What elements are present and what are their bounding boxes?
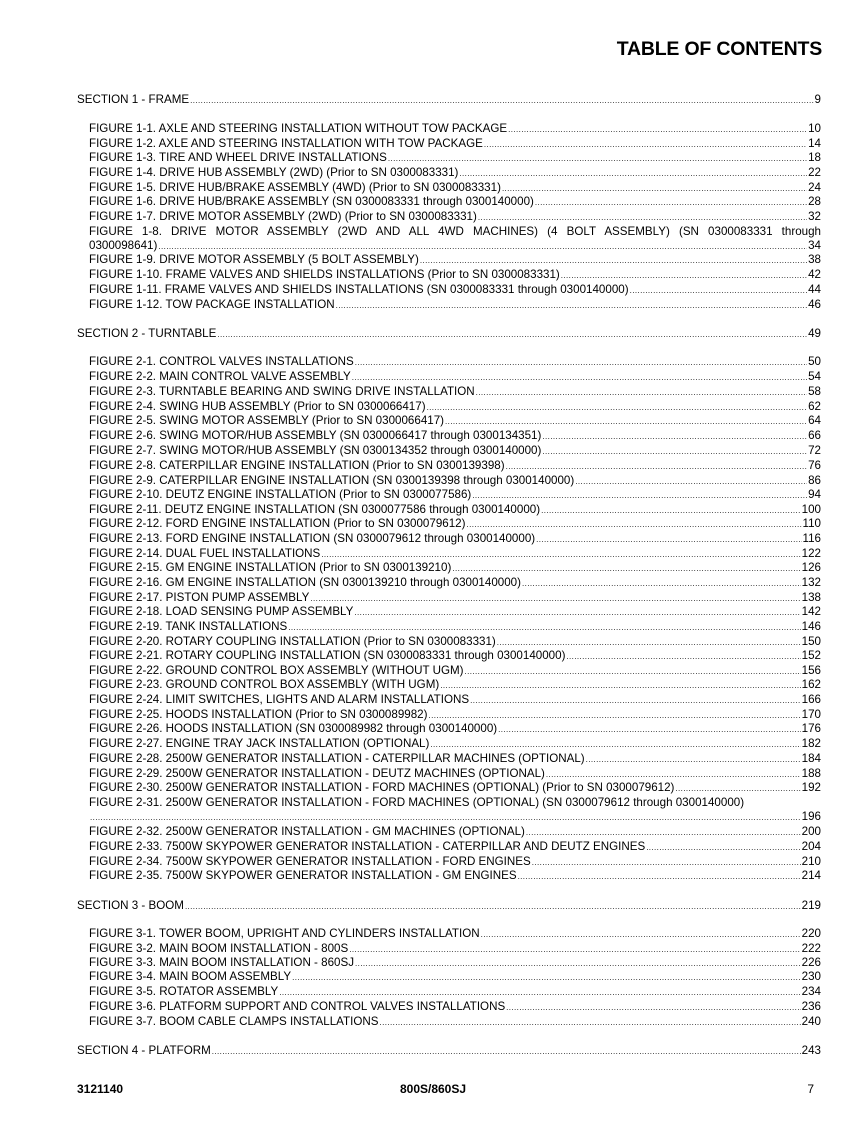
leader-dots [349,942,800,957]
leader-dots [428,708,800,723]
leader-dots [535,195,807,210]
toc-page-number: 110 [802,517,821,530]
toc-entry-label: FIGURE 2-31. 2500W GENERATOR INSTALLATION - FORD MACHINES (OPTIONAL) (SN 0300079612 through 0300140000) [89,796,745,809]
leader-dots [420,253,807,268]
toc-entry-label: FIGURE 2-15. GM ENGINE INSTALLATION (Prior to SN 0300139210) [89,561,452,574]
toc-entry-label: FIGURE 2-25. HOODS INSTALLATION (Prior to SN 0300089982) [89,708,428,721]
toc-page-number: 10 [808,122,821,135]
leader-dots [288,620,800,635]
toc-entry-label: FIGURE 2-3. TURNTABLE BEARING AND SWING DRIVE INSTALLATION [89,385,475,398]
toc-entry-label: FIGURE 2-32. 2500W GENERATOR INSTALLATION - GM MACHINES (OPTIONAL) [89,825,525,838]
toc-entry-label: SECTION 2 - TURNTABLE [77,327,217,340]
toc-page-number: 214 [801,869,821,882]
toc-entry-label: FIGURE 2-13. FORD ENGINE INSTALLATION (SN 0300079612 through 0300140000) [89,532,536,545]
toc-entry[interactable] [89,459,821,473]
toc-page-number: 76 [808,459,821,472]
toc-entry-label: FIGURE 2-4. SWING HUB ASSEMBLY (Prior to SN 0300066417) [89,400,426,413]
toc-entry[interactable] [89,181,821,195]
footer-model: 800S/860SJ [399,1082,467,1096]
leader-dots [464,664,800,679]
leader-dots [352,370,807,385]
leader-dots [467,517,802,532]
toc-entry-label: FIGURE 1-2. AXLE AND STEERING INSTALLATION WITH TOW PACKAGE [89,137,483,150]
toc-entry-label: FIGURE 2-29. 2500W GENERATOR INSTALLATION - DEUTZ MACHINES (OPTIONAL) [89,767,545,780]
toc-page-number: 230 [801,970,821,983]
leader-dots [354,605,800,620]
toc-entry[interactable] [89,137,821,151]
toc-entry[interactable] [89,283,821,297]
toc-page-number: 66 [808,429,821,442]
toc-entry[interactable] [89,956,821,970]
toc-entry[interactable] [89,298,821,312]
leader-dots [90,810,801,825]
toc-entry[interactable] [89,752,821,766]
toc-page-number: 126 [801,561,821,574]
toc-page-number: 24 [808,181,821,194]
toc-entry[interactable] [89,355,821,369]
toc-entry[interactable] [89,869,821,883]
toc-entry[interactable] [89,985,821,999]
toc-entry-label: FIGURE 2-10. DEUTZ ENGINE INSTALLATION (Prior to SN 0300077586) [89,488,472,501]
toc-section-entry[interactable] [77,1044,821,1058]
leader-dots [526,825,801,840]
leader-dots [440,678,800,693]
toc-entry[interactable] [89,561,821,575]
toc-page-number: 156 [801,664,821,677]
leader-dots [646,840,800,855]
toc-page-number: 94 [808,488,821,501]
toc-page-number: 152 [801,649,821,662]
leader-dots [217,327,807,342]
leader-dots [185,899,801,914]
toc-entry-label: FIGURE 2-28. 2500W GENERATOR INSTALLATION - CATERPILLAR MACHINES (OPTIONAL) [89,752,585,765]
toc-page-number: 42 [808,268,821,281]
toc-page-number: 122 [801,547,821,560]
toc-section-entry[interactable] [77,93,821,107]
toc-entry-label: FIGURE 2-12. FORD ENGINE INSTALLATION (Prior to SN 0300079612) [89,517,466,530]
leader-dots [355,956,801,971]
toc-entry-label: FIGURE 1-9. DRIVE MOTOR ASSEMBLY (5 BOLT ASSEMBLY) [89,253,419,266]
toc-entry[interactable] [89,678,821,692]
toc-entry[interactable] [89,122,821,136]
toc-entry[interactable] [89,855,821,869]
toc-entry[interactable] [89,605,821,619]
leader-dots [459,166,807,181]
leader-dots [452,561,800,576]
toc-entry-label: FIGURE 1-12. TOW PACKAGE INSTALLATION [89,298,335,311]
leader-dots [566,649,800,664]
toc-entry-label: SECTION 3 - BOOM [77,899,184,912]
toc-page-number: 236 [801,1000,821,1013]
toc-entry-label: FIGURE 2-17. PISTON PUMP ASSEMBLY [89,591,310,604]
toc-page-number: 49 [808,327,821,340]
toc-page-number: 142 [801,605,821,618]
toc-page-number: 28 [808,195,821,208]
toc-page-number: 170 [801,708,821,721]
toc-entry[interactable] [89,635,821,649]
toc-page-number: 86 [808,474,821,487]
toc-entry[interactable] [89,825,821,839]
leader-dots [190,93,813,108]
toc-entry-label: FIGURE 2-9. CATERPILLAR ENGINE INSTALLATION (SN 0300139398 through 0300140000) [89,474,575,487]
toc-entry[interactable] [89,532,821,546]
toc-page-number: 64 [808,414,821,427]
toc-entry-label: FIGURE 2-23. GROUND CONTROL BOX ASSEMBLY (WITH UGM) [89,678,440,691]
toc-page-number: 196 [801,810,821,823]
toc-page-number: 44 [808,283,821,296]
leader-dots [336,298,807,313]
leader-dots [427,400,808,415]
toc-entry[interactable] [89,576,821,590]
toc-page-number: 22 [808,166,821,179]
footer-doc-number: 3121140 [77,1082,124,1096]
toc-entry[interactable] [89,517,821,531]
toc-page-number: 219 [801,899,821,912]
toc-entry-label: FIGURE 1-11. FRAME VALVES AND SHIELDS INSTALLATIONS (SN 0300083331 through 0300140000) [89,283,629,296]
toc-page-number: 72 [808,444,821,457]
toc-entry[interactable] [89,591,821,605]
toc-page-number: 204 [801,840,821,853]
toc-page-number: 210 [801,855,821,868]
toc-entry[interactable] [89,370,821,384]
toc-entry-label: FIGURE 2-34. 7500W SKYPOWER GENERATOR INSTALLATION - FORD ENGINES [89,855,531,868]
leader-dots [445,414,807,429]
toc-entry-label: FIGURE 2-11. DEUTZ ENGINE INSTALLATION (SN 0300077586 through 0300140000) [89,503,541,516]
toc-entry-label: 0300098641) [89,239,158,252]
toc-entry-label: FIGURE 3-6. PLATFORM SUPPORT AND CONTROL VALVES INSTALLATIONS [89,1000,506,1013]
toc-page-number: 240 [801,1015,821,1028]
toc-entry-label: FIGURE 1-4. DRIVE HUB ASSEMBLY (2WD) (Prior to SN 0300083331) [89,166,459,179]
toc-entry-label: FIGURE 2-5. SWING MOTOR ASSEMBLY (Prior to SN 0300066417) [89,414,445,427]
toc-page-number: 234 [801,985,821,998]
toc-entry[interactable] [89,503,821,517]
toc-entry-label: FIGURE 2-16. GM ENGINE INSTALLATION (SN 0300139210 through 0300140000) [89,576,521,589]
leader-dots [532,855,801,870]
toc-entry[interactable] [89,767,821,781]
toc-page-number: 116 [802,532,821,545]
leader-dots [388,151,807,166]
leader-dots [506,459,808,474]
toc-entry-label: FIGURE 3-1. TOWER BOOM, UPRIGHT AND CYLINDERS INSTALLATION [89,927,480,940]
toc-page-number: 220 [801,927,821,940]
toc-entry-label: FIGURE 2-14. DUAL FUEL INSTALLATIONS [89,547,321,560]
toc-page-number: 38 [808,253,821,266]
toc-page-number: 100 [801,503,821,516]
toc-entry-label: FIGURE 3-2. MAIN BOOM INSTALLATION - 800S [89,942,349,955]
leader-dots [506,1000,800,1015]
toc-entry[interactable] [89,722,821,736]
toc-entry-line1: FIGURE 1-8. DRIVE MOTOR ASSEMBLY (2WD AND ALL 4WD MACHINES) (4 BOLT ASSEMBLY) (SN 0300083331 through [89,225,821,238]
toc-entry[interactable] [89,664,821,678]
toc-entry-label: FIGURE 3-5. ROTATOR ASSEMBLY [89,985,279,998]
toc-page-number: 9 [814,93,821,106]
toc-entry[interactable] [89,444,821,458]
toc-entry[interactable] [89,737,821,751]
toc-entry[interactable] [89,195,821,209]
leader-dots [478,210,807,225]
leader-dots [502,181,807,196]
toc-entry-label: FIGURE 1-6. DRIVE HUB/BRAKE ASSEMBLY (SN 0300083331 through 0300140000) [89,195,534,208]
toc-entry[interactable] [89,151,821,165]
toc-page-number: 166 [801,693,821,706]
toc-entry-label: FIGURE 2-19. TANK INSTALLATIONS [89,620,288,633]
toc-page-number: 138 [801,591,821,604]
toc-entry-label: FIGURE 1-3. TIRE AND WHEEL DRIVE INSTALLATIONS [89,151,387,164]
toc-page-number: 243 [801,1044,821,1057]
toc-section-entry[interactable] [77,327,821,341]
toc-entry[interactable] [89,385,821,399]
leader-dots [321,547,800,562]
toc-page-number: 162 [801,678,821,691]
toc-page-number: 188 [801,767,821,780]
toc-page-number: 14 [808,137,821,150]
toc-page-number: 222 [801,942,821,955]
toc-page-number: 150 [801,635,821,648]
toc-entry-label: FIGURE 2-2. MAIN CONTROL VALVE ASSEMBLY [89,370,351,383]
toc-entry-label: FIGURE 2-33. 7500W SKYPOWER GENERATOR INSTALLATION - CATERPILLAR AND DEUTZ ENGINES [89,840,646,853]
leader-dots [472,488,807,503]
leader-dots [542,429,807,444]
toc-entry-label: SECTION 4 - PLATFORM [77,1044,211,1057]
toc-page-number: 184 [801,752,821,765]
toc-entry-label: FIGURE 2-26. HOODS INSTALLATION (SN 0300089982 through 0300140000) [89,722,498,735]
toc-entry-label: FIGURE 2-18. LOAD SENSING PUMP ASSEMBLY [89,605,354,618]
leader-dots [355,355,807,370]
toc-entry-label: SECTION 1 - FRAME [77,93,190,106]
toc-entry[interactable] [89,210,821,224]
toc-entry-label: FIGURE 2-27. ENGINE TRAY JACK INSTALLATION (OPTIONAL) [89,737,430,750]
toc-page-number: 146 [801,620,821,633]
toc-entry[interactable] [89,1015,821,1029]
leader-dots [522,576,801,591]
page-title: TABLE OF CONTENTS [616,38,822,60]
toc-entry-label: FIGURE 1-10. FRAME VALVES AND SHIELDS INSTALLATIONS (Prior to SN 0300083331) [89,268,560,281]
toc-entry[interactable] [89,840,821,854]
leader-dots [575,474,807,489]
toc-page-number: 18 [808,151,821,164]
leader-dots [675,781,800,796]
toc-page-number: 176 [801,722,821,735]
toc-entry-label: FIGURE 1-5. DRIVE HUB/BRAKE ASSEMBLY (4WD) (Prior to SN 0300083331) [89,181,501,194]
toc-entry-label: FIGURE 2-1. CONTROL VALVES INSTALLATIONS [89,355,354,368]
toc-page-number: 54 [808,370,821,383]
toc-entry-label: FIGURE 1-1. AXLE AND STEERING INSTALLATION WITHOUT TOW PACKAGE [89,122,508,135]
toc-entry[interactable] [89,942,821,956]
toc-entry-label: FIGURE 2-7. SWING MOTOR/HUB ASSEMBLY (SN 0300134352 through 0300140000) [89,444,542,457]
toc-page-number: 62 [808,400,821,413]
toc-entry-line1 [89,796,821,810]
leader-dots [279,985,800,1000]
toc-entry[interactable] [89,1000,821,1014]
toc-entry-label: FIGURE 2-20. ROTARY COUPLING INSTALLATION (Prior to SN 0300083331) [89,635,496,648]
toc-entry-label: FIGURE 2-8. CATERPILLAR ENGINE INSTALLATION (Prior to SN 0300139398) [89,459,505,472]
toc-entry[interactable] [89,693,821,707]
toc-entry-label: FIGURE 1-7. DRIVE MOTOR ASSEMBLY (2WD) (Prior to SN 0300083331) [89,210,477,223]
toc-entry-label: FIGURE 3-4. MAIN BOOM ASSEMBLY [89,970,292,983]
leader-dots [310,591,800,606]
leader-dots [542,444,807,459]
toc-entry[interactable] [89,649,821,663]
toc-entry[interactable] [89,166,821,180]
leader-dots [497,635,801,650]
toc-page-number: 132 [801,576,821,589]
leader-dots [508,122,807,137]
toc-entry[interactable] [89,547,821,561]
toc-entry[interactable] [89,488,821,502]
toc-entry[interactable] [89,474,821,488]
leader-dots [292,970,801,985]
leader-dots [561,268,807,283]
leader-dots [518,869,801,884]
toc-entry[interactable] [89,708,821,722]
leader-dots [546,767,801,782]
toc-page-number: 34 [808,239,821,252]
toc-page-number: 226 [801,956,821,969]
toc-entry[interactable] [89,810,821,824]
toc-entry[interactable] [89,781,821,795]
leader-dots [541,503,801,518]
toc-page-number: 46 [808,298,821,311]
leader-dots [476,385,807,400]
leader-dots [470,693,801,708]
toc-entry-label: FIGURE 2-21. ROTARY COUPLING INSTALLATION (SN 0300083331 through 0300140000) [89,649,566,662]
toc-page-number: 50 [808,355,821,368]
toc-section-entry[interactable] [77,899,821,913]
toc-entry[interactable] [89,253,821,267]
leader-dots [158,239,807,254]
toc-entry-label: FIGURE 3-3. MAIN BOOM INSTALLATION - 860SJ [89,956,354,969]
toc-entry[interactable] [89,400,821,414]
toc-entry[interactable] [89,429,821,443]
toc-page-number: 32 [808,210,821,223]
toc-page-number: 182 [801,737,821,750]
toc-entry-label: FIGURE 2-22. GROUND CONTROL BOX ASSEMBLY (WITHOUT UGM) [89,664,464,677]
leader-dots [630,283,808,298]
toc-entry[interactable] [89,268,821,282]
toc-entry-label: FIGURE 2-24. LIMIT SWITCHES, LIGHTS AND ALARM INSTALLATIONS [89,693,470,706]
leader-dots [430,737,800,752]
leader-dots [536,532,801,547]
toc-page-number: 58 [808,385,821,398]
leader-dots [481,927,801,942]
leader-dots [586,752,801,767]
leader-dots [484,137,807,152]
footer-page-number: 7 [807,1082,814,1096]
toc-entry[interactable] [89,620,821,634]
leader-dots [212,1044,801,1059]
toc-page-number: 192 [801,781,821,794]
toc-entry[interactable] [89,927,821,941]
toc-entry[interactable] [89,414,821,428]
toc-entry[interactable] [89,970,821,984]
toc-entry-label: FIGURE 3-7. BOOM CABLE CLAMPS INSTALLATIONS [89,1015,379,1028]
toc-entry[interactable] [89,239,821,253]
toc-page-number: 200 [801,825,821,838]
toc-entry-label: FIGURE 2-6. SWING MOTOR/HUB ASSEMBLY (SN 0300066417 through 0300134351) [89,429,542,442]
leader-dots [379,1015,800,1030]
toc-entry-label: FIGURE 2-30. 2500W GENERATOR INSTALLATION - FORD MACHINES (OPTIONAL) (Prior to SN 0300079612) [89,781,675,794]
toc-entry-label: FIGURE 2-35. 7500W SKYPOWER GENERATOR INSTALLATION - GM ENGINES [89,869,517,882]
leader-dots [498,722,801,737]
